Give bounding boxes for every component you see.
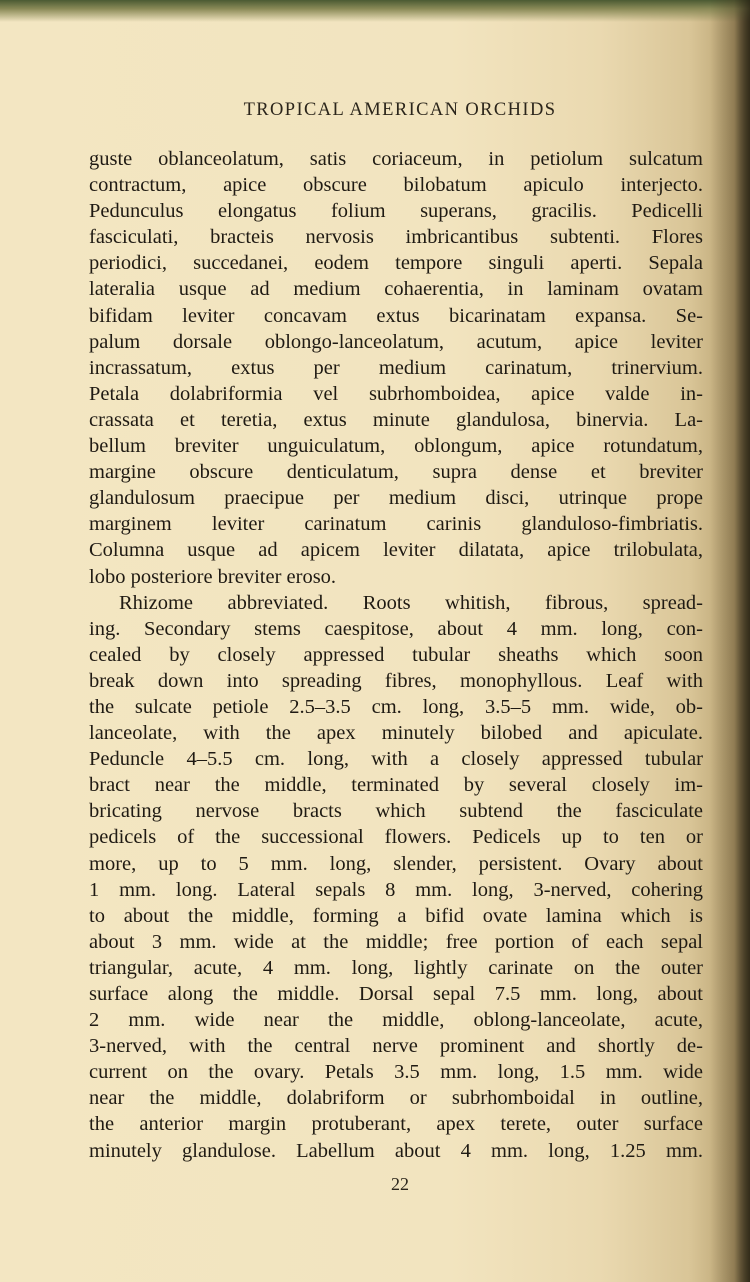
text-line: 2 mm. wide near the middle, oblong-lanceolate, acute,: [89, 1009, 703, 1032]
text-line: break down into spreading fibres, monophyllous. Leaf with: [89, 669, 703, 692]
text-line: incrassatum, extus per medium carinatum, trinervium.: [89, 356, 703, 379]
text-line: surface along the middle. Dorsal sepal 7.5 mm. long, about: [89, 983, 703, 1005]
text-line: bract near the middle, terminated by several closely im-: [89, 774, 703, 797]
text-line: near the middle, dolabriform or subrhomboidal in outline,: [89, 1087, 703, 1110]
text-line: margine obscure denticulatum, supra dense et breviter: [89, 461, 703, 484]
text-line: bifidam leviter concavam extus bicarinatam expansa. Se-: [89, 304, 703, 327]
text-line: bellum breviter unguiculatum, oblongum, apice rotundatum,: [89, 435, 703, 458]
text-line: ing. Secondary stems caespitose, about 4 mm. long, con-: [89, 617, 703, 640]
text-line: the sulcate petiole 2.5–3.5 cm. long, 3.5–5 mm. wide, ob-: [89, 695, 703, 718]
text-line: more, up to 5 mm. long, slender, persistent. Ovary about: [89, 852, 703, 875]
page-number: 22: [391, 1174, 409, 1194]
text-line: Peduncle 4–5.5 cm. long, with a closely appressed tubular: [89, 748, 703, 771]
text-line: contractum, apice obscure bilobatum apiculo interjecto.: [89, 174, 703, 197]
text-line: 1 mm. long. Lateral sepals 8 mm. long, 3-nerved, cohering: [89, 878, 703, 901]
text-line: fasciculati, bracteis nervosis imbricantibus subtenti. Flores: [89, 226, 703, 249]
text-line: Columna usque ad apicem leviter dilatata, apice trilobulata,: [89, 539, 703, 562]
text-line: about 3 mm. wide at the middle; free portion of each sepal: [89, 930, 703, 953]
text-line: crassata et teretia, extus minute glandulosa, binervia. La-: [89, 408, 703, 431]
text-line: 3-nerved, with the central nerve prominent and shortly de-: [89, 1035, 703, 1058]
text-line: palum dorsale oblongo-lanceolatum, acutum, apice leviter: [89, 330, 703, 353]
running-head: TROPICAL AMERICAN ORCHIDS: [243, 100, 557, 120]
text-line: to about the middle, forming a bifid ovate lamina which is: [89, 904, 703, 927]
text-line: cealed by closely appressed tubular sheaths which soon: [89, 643, 703, 666]
body-text: [89, 146, 703, 1164]
text-line: lateralia usque ad medium cohaerentia, in laminam ovatam: [89, 278, 703, 301]
text-line: bricating nervose bracts which subtend the fasciculate: [89, 800, 703, 823]
text-line: marginem leviter carinatum carinis glanduloso-fimbriatis.: [89, 513, 703, 536]
text-line: lanceolate, with the apex minutely bilobed and apiculate.: [89, 722, 703, 745]
text-line: lobo posteriore breviter eroso.: [89, 565, 337, 588]
text-line: guste oblanceolatum, satis coriaceum, in petiolum sulcatum: [89, 148, 703, 170]
text-line: current on the ovary. Petals 3.5 mm. long, 1.5 mm. wide: [89, 1061, 703, 1084]
text-line: glandulosum praecipue per medium disci, utrinque prope: [89, 487, 703, 510]
text-line: periodici, succedanei, eodem tempore singuli aperti. Sepala: [89, 252, 703, 275]
text-line: triangular, acute, 4 mm. long, lightly carinate on the outer: [89, 956, 703, 979]
text-line: Pedunculus elongatus folium superans, gracilis. Pedicelli: [89, 200, 703, 223]
text-line: Rhizome abbreviated. Roots whitish, fibrous, spread-: [119, 591, 703, 614]
text-line: Petala dolabriformia vel subrhomboidea, apice valde in-: [89, 382, 703, 405]
text-line: pedicels of the successional flowers. Pedicels up to ten or: [89, 826, 703, 849]
text-line: minutely glandulose. Labellum about 4 mm. long, 1.25 mm.: [89, 1139, 703, 1162]
text-line: the anterior margin protuberant, apex terete, outer surface: [89, 1113, 703, 1136]
